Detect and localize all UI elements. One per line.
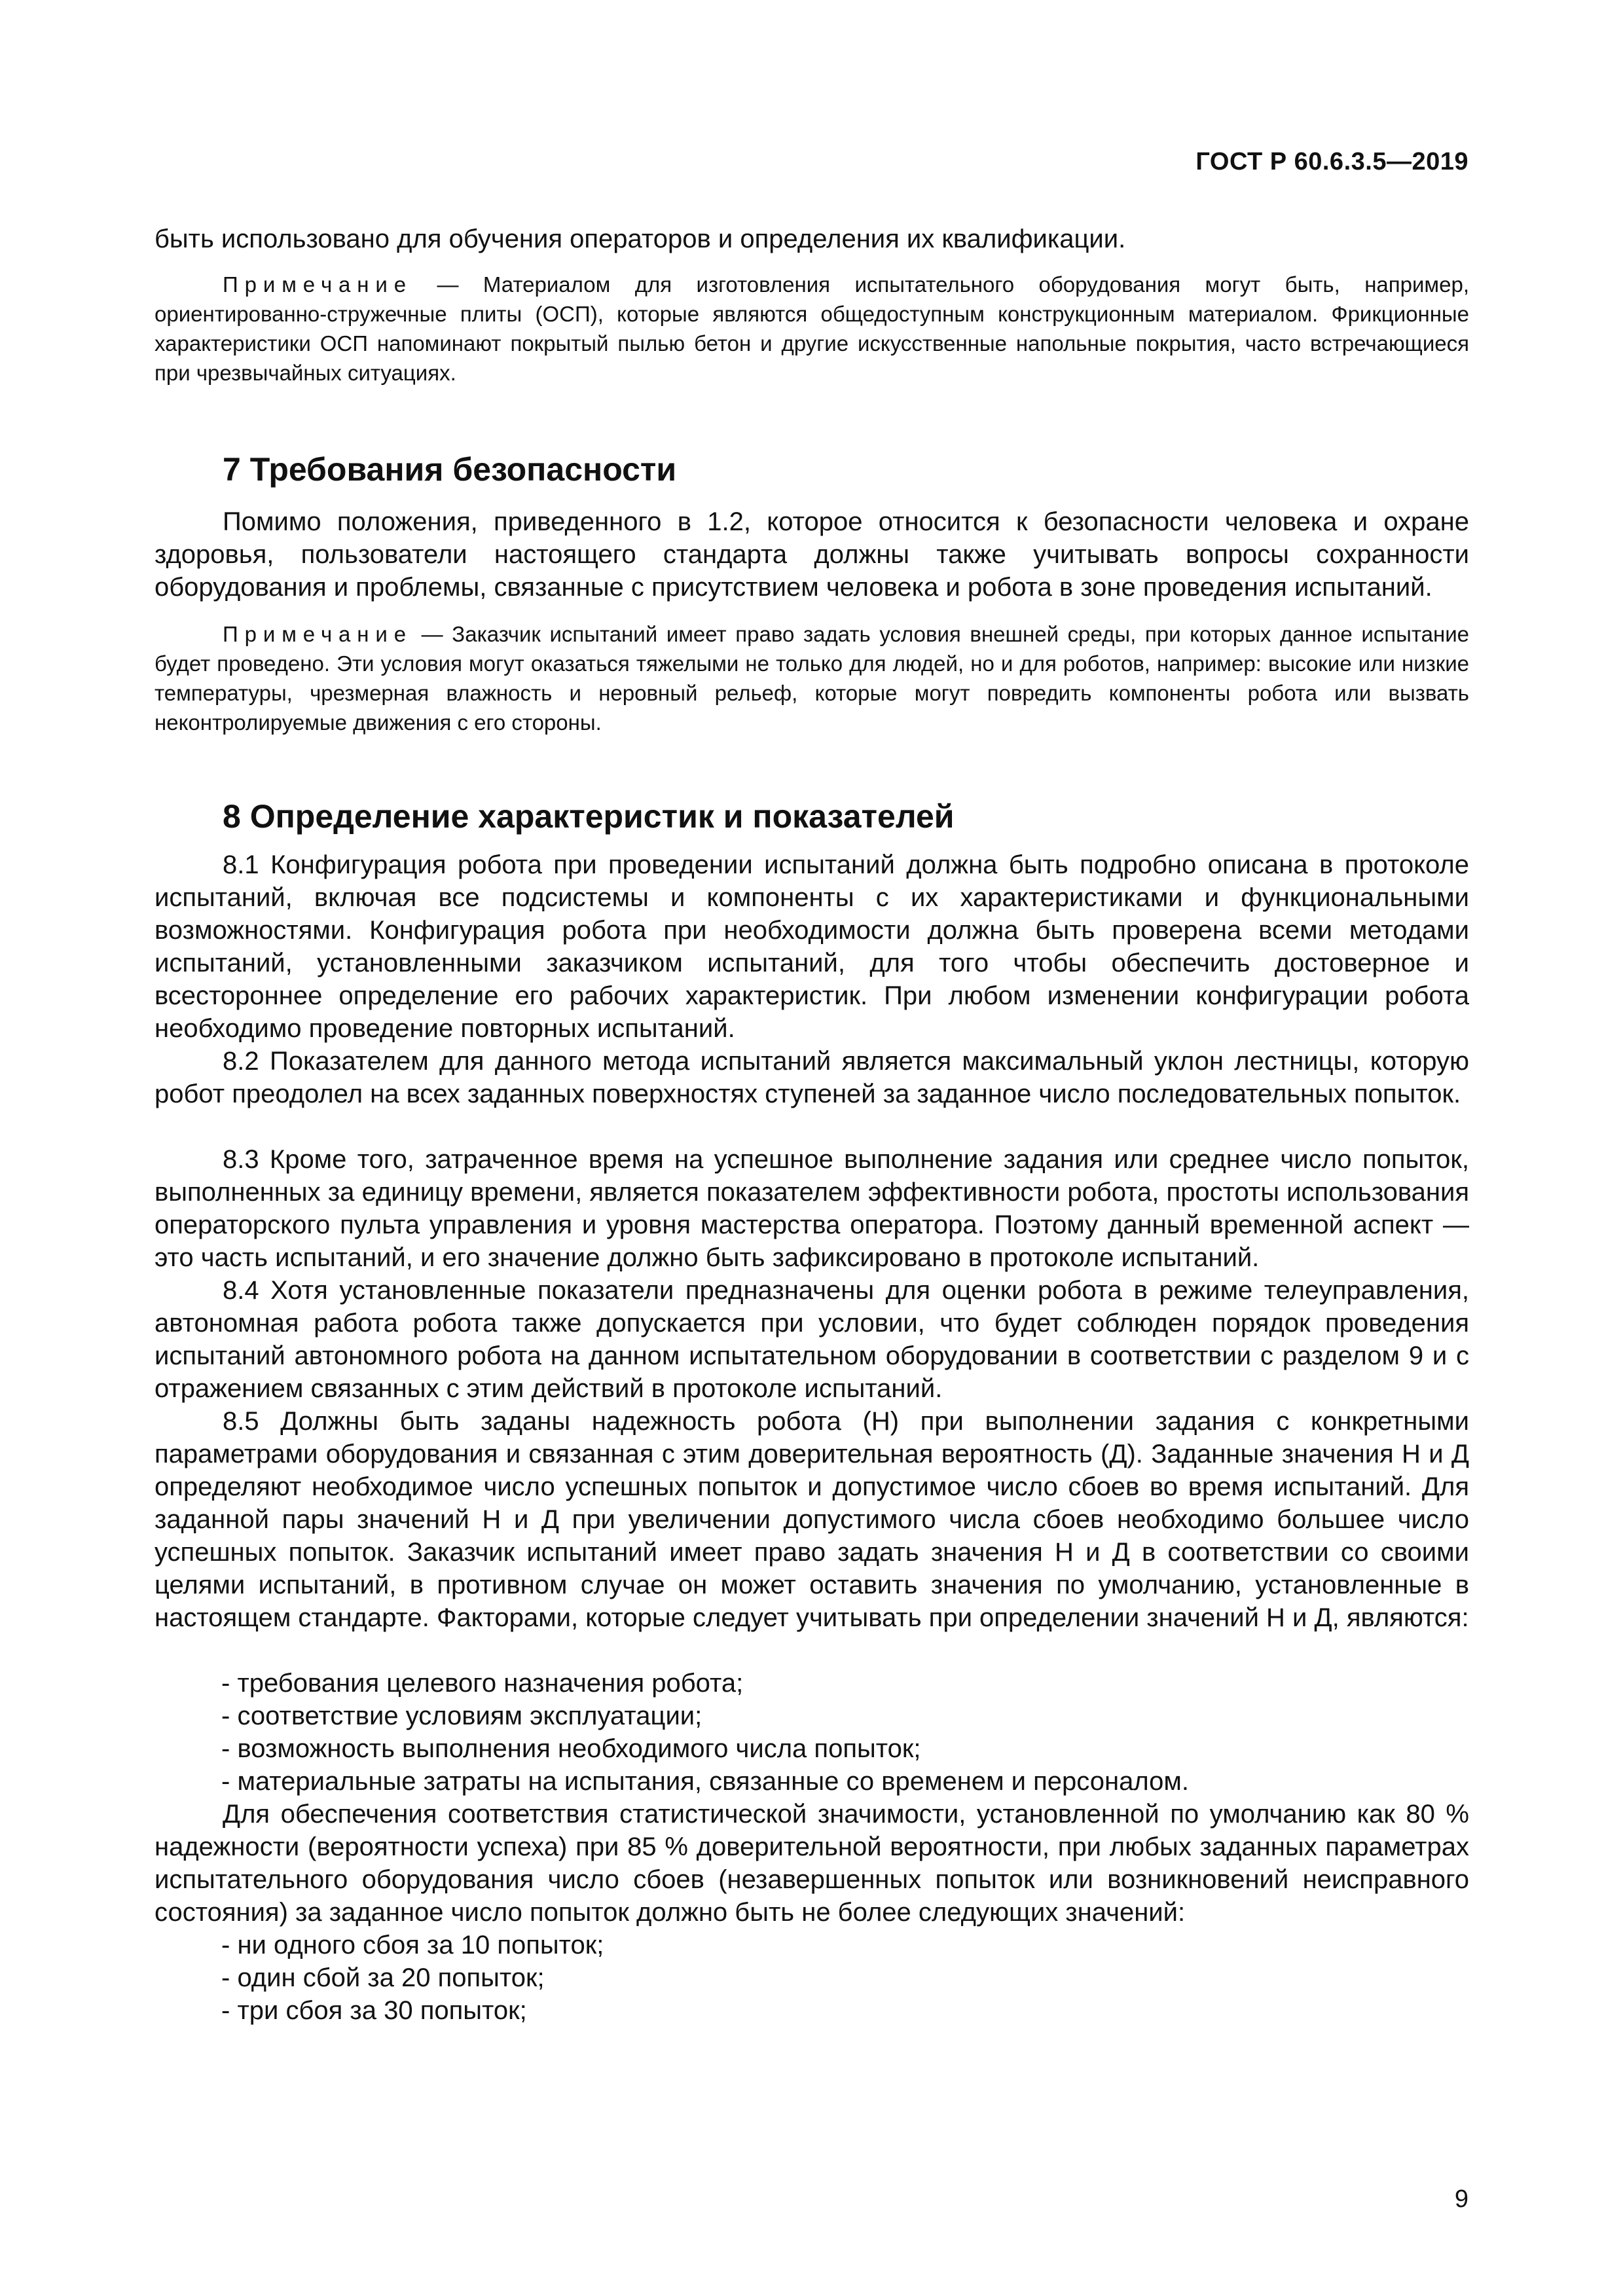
note-osp [155, 270, 1469, 388]
factors-list [221, 1667, 1189, 1798]
paragraph-8-2: 8.2 Показателем для данного метода испытаний является максимальный уклон лестницы, которую робот преодолел на всех заданных поверхностях ступеней за заданное число последовательных попыток. [155, 1047, 1469, 1108]
list-item: - три сбоя за 30 попыток; [221, 1994, 604, 2027]
list-item: - материальные затраты на испытания, связанные со временем и персоналом. [221, 1765, 1189, 1798]
list-item: - соответствие условиям эксплуатации; [221, 1700, 1189, 1732]
section-8-heading: 8 Определение характеристик и показателей [223, 798, 955, 835]
list-item: - возможность выполнения необходимого числа попыток; [221, 1732, 1189, 1765]
paragraph-8-5: 8.5 Должны быть заданы надежность робота (Н) при выполнении задания с конкретными параметрами оборудования и связанная с этим доверительная вероятность (Д). Заданные значения Н и Д определяют необходимое число успешных попыток и допустимое число сбоев во время испытаний. Для заданной пары значений Н и Д при увеличении допустимого числа сбоев необходимо большее число успешных попыток. Заказчик испытаний имеет право задать значения Н и Д в соответствии со своими целями испытаний, в противном случае он может оставить значения по умолчанию, установленные в настоящем стандарте. Факторами, которые следует учитывать при определении значений Н и Д, являются: [155, 1407, 1469, 1632]
page-number: 9 [1454, 2185, 1468, 2213]
list-item: - один сбой за 20 попыток; [221, 1961, 604, 1994]
section-7-heading: 7 Требования безопасности [223, 451, 677, 488]
document-code: ГОСТ Р 60.6.3.5—2019 [1195, 148, 1468, 175]
section-7-paragraph: Помимо положения, приведенного в 1.2, которое относится к безопасности человека и охране здоровья, пользователи настоящего стандарта должны также учитывать вопросы сохранности оборудования и проблемы, связанные с присутствием человека и робота в зоне проведения испытаний. [155, 507, 1469, 602]
note-label: Примечание [223, 622, 413, 646]
failure-limits-list [221, 1929, 604, 2027]
note-environment [155, 619, 1469, 737]
continuation-text: быть использовано для обучения операторов и определения их квалификации. [155, 225, 1126, 253]
paragraph-8-4: 8.4 Хотя установленные показатели предназначены для оценки робота в режиме телеуправления, автономная работа робота также допускается при условии, что будет соблюден порядок проведения испытаний автономного робота на данном испытательном оборудовании в соответствии с разделом 9 и с отражением связанных с этим действий в протоколе испытаний. [155, 1276, 1469, 1403]
paragraph-8-1: 8.1 Конфигурация робота при проведении испытаний должна быть подробно описана в протоколе испытаний, включая все подсистемы и компоненты с их характеристиками и функциональными возможностями. Конфигурация робота при необходимости должна быть проверена всеми методами испытаний, установленными заказчиком испытаний, для того чтобы обеспечить достоверное и всестороннее определение его рабочих характеристик. При любом изменении конфигурации робота необходимо проведение повторных испытаний. [155, 850, 1469, 1043]
note-text: — Заказчик испытаний имеет право задать условия внешней среды, при которых данное испытание будет проведено. Эти условия могут оказаться тяжелыми не только для людей, но и для роботов, например: высокие или низкие температуры, чрезмерная влажность и неровный рельеф, которые могут повредить компоненты робота или вызвать неконтролируемые движения с его стороны. [155, 622, 1469, 735]
list-item: - требования целевого назначения робота; [221, 1667, 1189, 1700]
note-text: — Материалом для изготовления испытательного оборудования могут быть, например, ориентированно-стружечные плиты (ОСП), которые являются общедоступным конструкционным материалом. Фрикционные характеристики ОСП напоминают покрытый пылью бетон и другие искусственные напольные покрытия, часто встречающиеся при чрезвычайных ситуациях. [155, 272, 1469, 385]
list-item: - ни одного сбоя за 10 попыток; [221, 1929, 604, 1961]
statistical-significance-paragraph: Для обеспечения соответствия статистической значимости, установленной по умолчанию как 80 % надежности (вероятности успеха) при 85 % доверительной вероятности, при любых заданных параметрах испытательного оборудования число сбоев (незавершенных попыток или возникновений неисправного состояния) за заданное число попыток должно быть не более следующих значений: [155, 1800, 1469, 1927]
paragraph-8-3: 8.3 Кроме того, затраченное время на успешное выполнение задания или среднее число попыток, выполненных за единицу времени, является показателем эффективности робота, простоты использования операторского пульта управления и уровня мастерства оператора. Поэтому данный временной аспект — это часть испытаний, и его значение должно быть зафиксировано в протоколе испытаний. [155, 1145, 1469, 1272]
note-label: Примечание [223, 272, 413, 297]
